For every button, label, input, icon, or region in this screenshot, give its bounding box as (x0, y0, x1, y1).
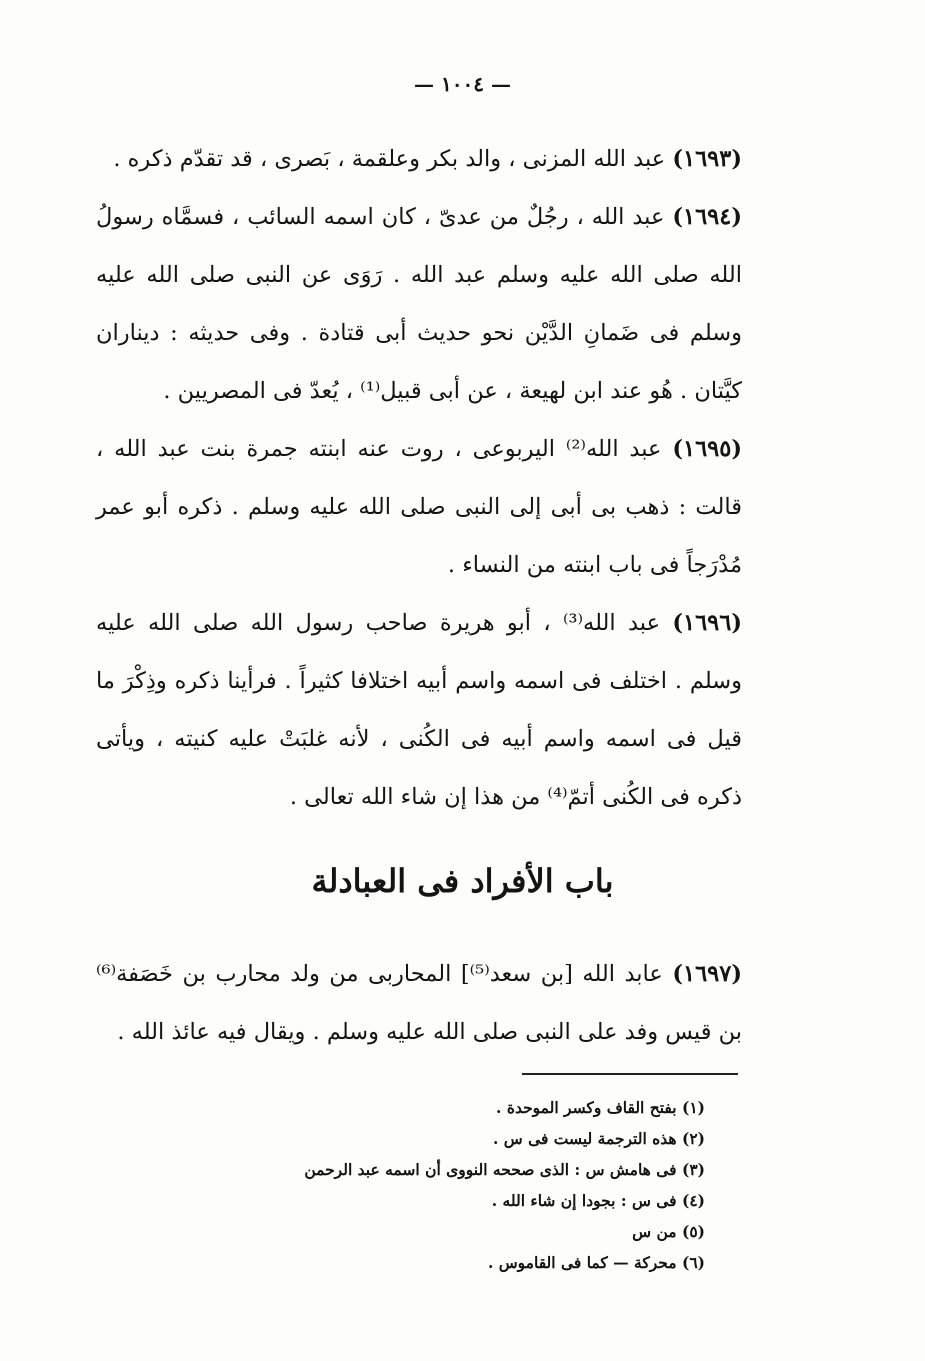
section-heading: باب الأفراد فى العبادلة (311, 862, 614, 900)
entry-text: عابد الله [بن سعد⁽⁵⁾] المحاربى من ولد محارب بن خَصَفة⁽⁶⁾ بن قيس وفد على النبى صلى الله عليه وسلم . ويقال فيه عائذ الله . (96, 961, 742, 1045)
page-number: — ١٠٠٤ — (414, 72, 511, 96)
entry-number: (١٦٩٥) (672, 436, 742, 462)
footnote-4: (٤) فى س : بجودا إن شاء الله . (491, 1191, 705, 1210)
footnote-3: (٣) فى هامش س : الذى صححه النووى أن اسمه عبد الرحمن (304, 1160, 705, 1179)
entry-text: عبد الله⁽²⁾ اليربوعى ، روت عنه ابنته جمرة بنت عبد الله ، قالت : ذهب بى أبى إلى النبى صلى الله عليه وسلم . ذكره أبو عمر مُدْرَجاً فى باب ابنته من النساء . (96, 436, 742, 578)
entry-1694 (96, 188, 742, 420)
entry-number: (١٦٩٦) (672, 610, 742, 636)
footnote-6: (٦) محركة — كما فى القاموس . (487, 1253, 705, 1272)
entry-number: (١٦٩٧) (672, 961, 742, 987)
entries-section-afrad (96, 945, 742, 1061)
entry-1693 (96, 130, 742, 188)
footnotes (200, 1092, 705, 1278)
entry-number: (١٦٩٤) (672, 204, 742, 230)
entry-text: عبد الله⁽³⁾ ، أبو هريرة صاحب رسول الله صلى الله عليه وسلم . اختلف فى اسمه واسم أبيه اختلافا كثيراً . فرأينا ذكره وذِكْرَ ما قيل فى اسمه واسم أبيه فى الكُنى ، لأنه غلبَتْ عليه كنيته ، ويأتى ذكره فى الكُنى أتمّ⁽⁴⁾ من هذا إن شاء الله تعالى . (96, 610, 742, 810)
footnote-1: (١) بفتح القاف وكسر الموحدة . (496, 1098, 705, 1117)
footnote-5: (٥) من س (632, 1222, 705, 1241)
footnote-2: (٢) هذه الترجمة ليست فى س . (492, 1129, 705, 1148)
entries-section (96, 130, 742, 826)
entry-1695 (96, 420, 742, 594)
footnote-divider (522, 1073, 738, 1075)
entry-number: (١٦٩٣) (672, 146, 742, 172)
entry-1696 (96, 594, 742, 826)
entry-1697 (96, 945, 742, 1061)
entry-text: عبد الله المزنى ، والد بكر وعلقمة ، بَصرى ، قد تقدّم ذكره . (113, 146, 673, 172)
entry-text: عبد الله ، رجُلٌ من عدىّ ، كان اسمه السائب ، فسمَّاه رسولُ الله صلى الله عليه وسلم عبد الله . رَوَى عن النبى صلى الله عليه وسلم فى ضَمانِ الدَّيْن نحو حديث أبى قتادة . وفى حديثه : ديناران كيَّتان . هُو عند ابن لهيعة ، عن أبى قبيل⁽¹⁾ ، يُعدّ فى المصريين . (96, 204, 742, 404)
